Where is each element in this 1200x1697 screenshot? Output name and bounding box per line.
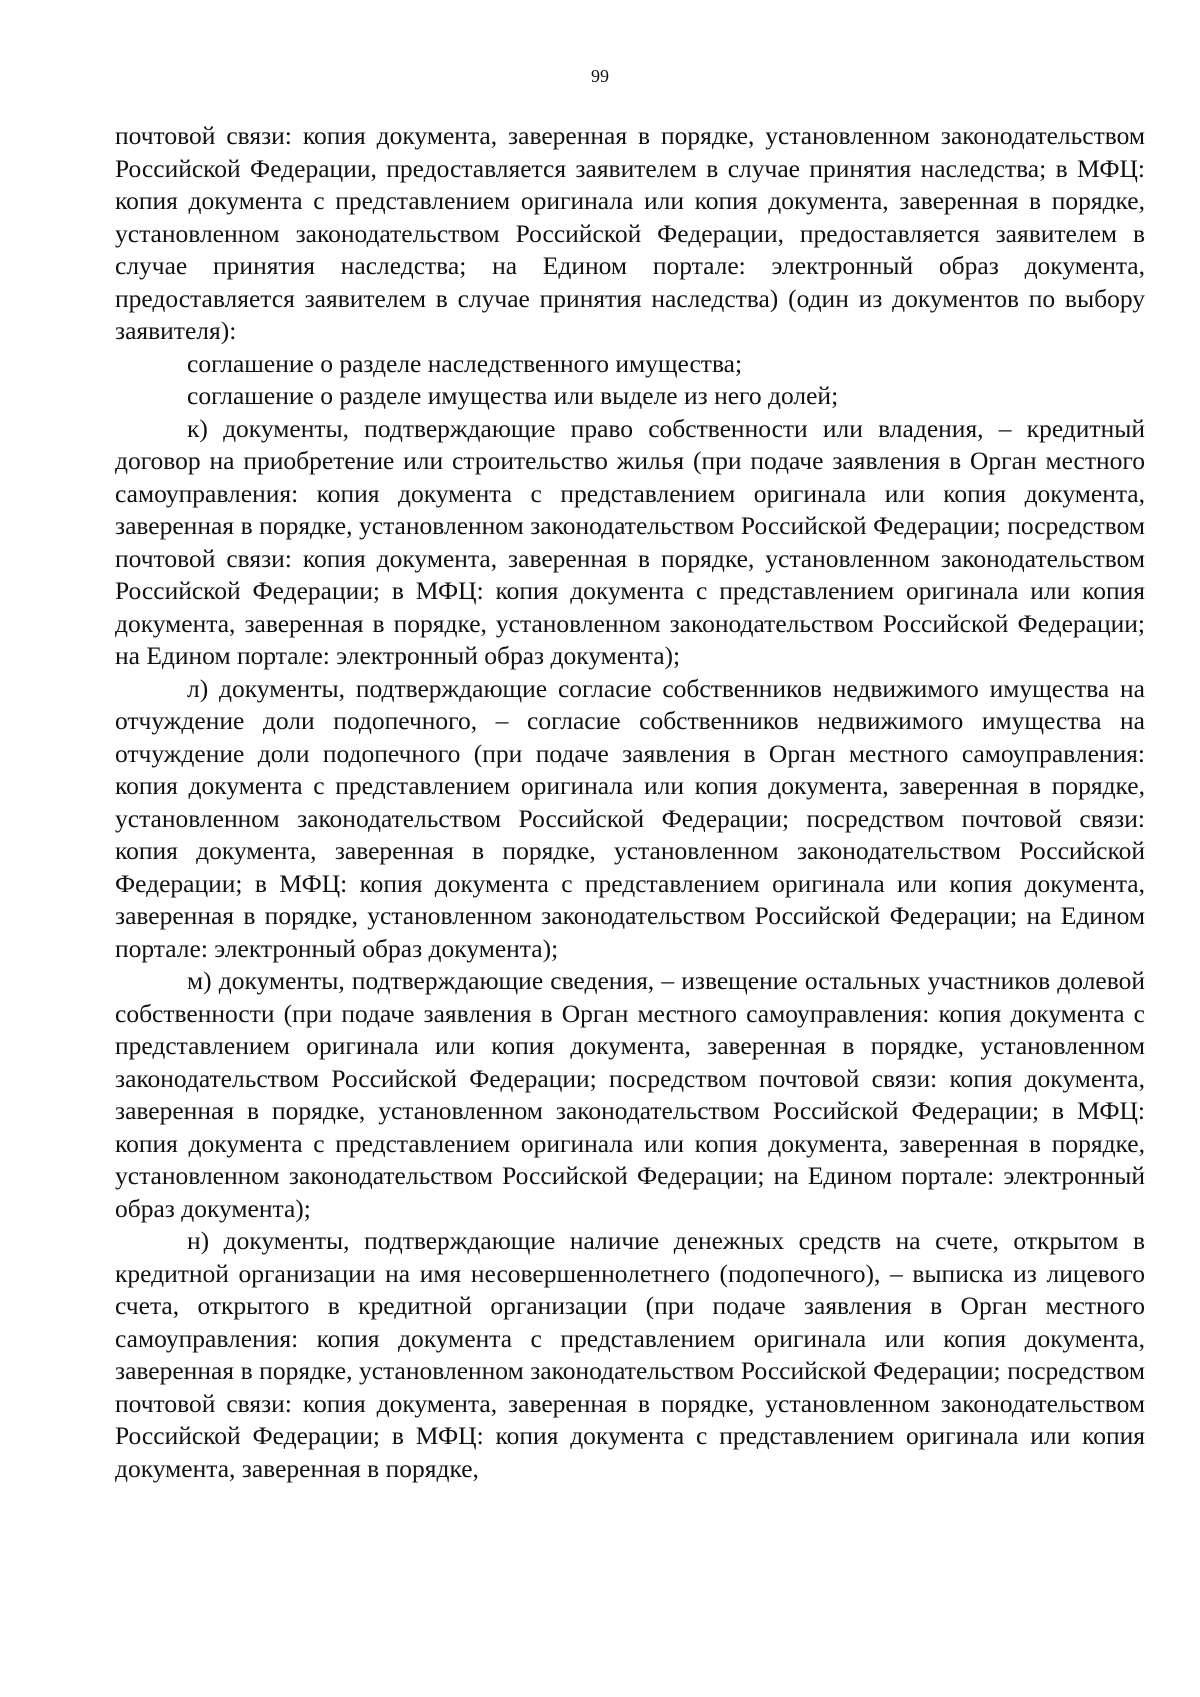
paragraph-item-k: к) документы, подтверждающие право собственности или владения, – кредитный договор на приобретение или строительство жилья (при подаче заявления в Орган местного самоуправления: копия документа с представлением оригинала или копия документа, заверенная в порядке, установленном законодательством Российской Федерации; посредством почтовой связи: копия документа, заверенная в порядке, установленном законодательством Российской Федерации; в МФЦ: копия документа с представлением оригинала или копия документа, заверенная в порядке, установленном законодательством Российской Федерации; на Едином портале: электронный образ документа); <box>115 413 1145 670</box>
paragraph-continuation: почтовой связи: копия документа, заверенная в порядке, установленном законодательством Российской Федерации, предоставляется заявителем в случае принятия наследства; в МФЦ: копия документа с представлением оригинала или копия документа, заверенная в порядке, установленном законодательством Российской Федерации, предоставляется заявителем в случае принятия наследства; на Едином портале: электронный образ документа, предоставляется заявителем в случае принятия наследства) (один из документов по выбору заявителя): <box>115 121 1145 345</box>
page-number: 99 <box>591 66 609 86</box>
paragraph-item-n: н) документы, подтверждающие наличие денежных средств на счете, открытом в кредитной организации на имя несовершеннолетнего (подопечного), – выписка из лицевого счета, открытого в кредитной организации (при подаче заявления в Орган местного самоуправления: копия документа с представлением оригинала или копия документа, заверенная в порядке, установленном законодательством Российской Федерации; посредством почтовой связи: копия документа, заверенная в порядке, установленном законодательством Российской Федерации; в МФЦ: копия документа с представлением оригинала или копия документа, заверенная в порядке, <box>115 1226 1145 1483</box>
paragraph-item-l: л) документы, подтверждающие согласие собственников недвижимого имущества на отчуждение доли подопечного, – согласие собственников недвижимого имущества на отчуждение доли подопечного (при подаче заявления в Орган местного самоуправления: копия документа с представлением оригинала или копия документа, заверенная в порядке, установленном законодательством Российской Федерации; посредством почтовой связи: копия документа, заверенная в порядке, установленном законодательством Российской Федерации; в МФЦ: копия документа с представлением оригинала или копия документа, заверенная в порядке, установленном законодательством Российской Федерации; на Едином портале: электронный образ документа); <box>115 673 1145 963</box>
paragraph-item-m: м) документы, подтверждающие сведения, – извещение остальных участников долевой собственности (при подаче заявления в Орган местного самоуправления: копия документа с представлением оригинала или копия документа, заверенная в порядке, установленном законодательством Российской Федерации; посредством почтовой связи: копия документа, заверенная в порядке, установленном законодательством Российской Федерации; в МФЦ: копия документа с представлением оригинала или копия документа, заверенная в порядке, установленном законодательством Российской Федерации; на Едином портале: электронный образ документа); <box>115 966 1145 1223</box>
document-body <box>115 120 1145 1485</box>
paragraph-property-division: соглашение о разделе имущества или выделе из него долей; <box>187 381 839 410</box>
paragraph-inheritance-agreement: соглашение о разделе наследственного имущества; <box>187 348 743 378</box>
